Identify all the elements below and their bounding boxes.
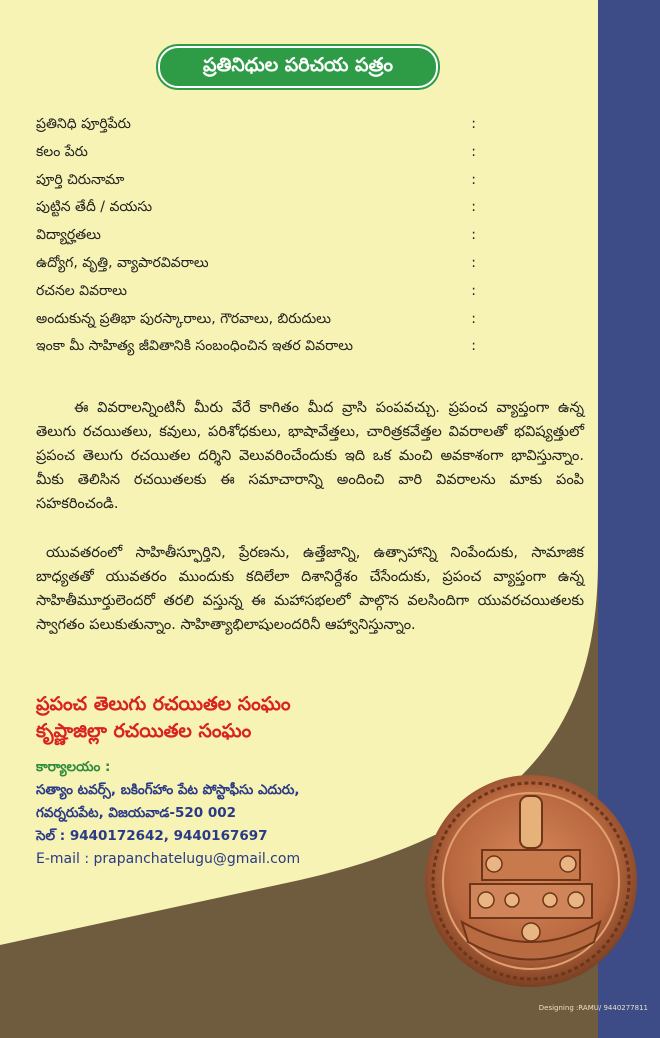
form-fields xyxy=(36,116,476,366)
address-line-1: సత్యాం టవర్స్, బకింగ్‌హాం పేట పోస్టాఫీసు ఎదురు, xyxy=(36,782,300,798)
org-name-1: ప్రపంచ తెలుగు రచయితల సంఘం xyxy=(36,693,291,715)
form-field-colon: : xyxy=(471,338,476,355)
form-field-label: ఉద్యోగ, వృత్తి, వ్యాపారవివరాలు xyxy=(36,254,209,271)
email-address: E-mail : prapanchatelugu@gmail.com xyxy=(36,851,301,867)
form-field-label: రచనల వివరాలు xyxy=(36,282,127,299)
form-field-row xyxy=(36,227,476,255)
sculpture-medallion-icon xyxy=(422,772,640,990)
paragraph-2: యువతరంలో సాహితీస్ఫూర్తిని, ప్రేరణను, ఉత్తేజాన్ని, ఉత్సాహాన్ని నింపేందుకు, సామాజిక బాధ్యతతో యువతరం ముందుకు కదిలేలా దిశానిర్దేశం చేసేందుకు, ప్రపంచ వ్యాప్తంగా ఉన్న సాహితీమూర్తులెందరో తరలి వస్తున్న ఈ మహాసభలలో పాల్గొన వలసిందిగా యువరచయితలకు స్వాగతం పలుకుతున్నాం. సాహిత్యాభిలాషులందరినీ ఆహ్వానిస్తున్నాం. xyxy=(36,545,584,633)
form-field-colon: : xyxy=(471,227,476,244)
address-line-2: గవర్నరుపేట, విజయవాడ-520 002 xyxy=(36,805,237,821)
title-text: ప్రతినిధుల పరిచయ పత్రం xyxy=(203,53,393,76)
form-field-row xyxy=(36,338,476,366)
form-field-label: పుట్టిన తేదీ / వయసు xyxy=(36,199,153,216)
design-credit: Designing :RAMU/ 9440277811 xyxy=(538,1004,648,1012)
form-field-row xyxy=(36,283,476,311)
form-field-label: కలం పేరు xyxy=(36,143,88,160)
form-field-label: ప్రతినిధి పూర్తిపేరు xyxy=(36,116,131,132)
form-field-colon: : xyxy=(471,116,476,132)
form-field-label: పూర్తి చిరునామా xyxy=(36,171,125,188)
form-field-row xyxy=(36,199,476,227)
phone-numbers: సెల్ : 9440172642, 9440167697 xyxy=(36,828,268,844)
form-field-colon: : xyxy=(471,143,476,160)
form-field-colon: : xyxy=(471,310,476,327)
form-field-row xyxy=(36,172,476,200)
form-field-colon: : xyxy=(471,282,476,299)
form-field-label: ఇంకా మీ సాహిత్య జీవితానికి సంబంధించిన ఇతర వివరాలు xyxy=(36,338,353,355)
form-field-row xyxy=(36,255,476,283)
form-field-row xyxy=(36,144,476,172)
office-label: కార్యాలయం : xyxy=(36,759,111,775)
page-title xyxy=(158,46,438,88)
paragraph-1: ఈ వివరాలన్నింటినీ మీరు వేరే కాగితం మీద వ్రాసి పంపవచ్చు. ప్రపంచ వ్యాప్తంగా ఉన్న తెలుగు రచయితలు, కవులు, పరిశోధకులు, భాషావేత్తలు, చారిత్రకవేత్తల వివరాలతో భవిష్యత్తులో ప్రపంచ తెలుగు రచయితల దర్శిని వెలువరించేందుకు ఇది ఒక మంచి అవకాశంగా భావిస్తున్నాం. మీకు తెలిసిన రచయితలకు ఈ సమాచారాన్ని అందించి వారి వివరాలను మాకు పంపి సహకరించండి. xyxy=(36,400,584,512)
form-field-row xyxy=(36,116,476,144)
org-name-2: కృష్ణాజిల్లా రచయితల సంఘం xyxy=(36,720,252,742)
form-field-colon: : xyxy=(471,254,476,271)
form-field-colon: : xyxy=(471,199,476,216)
form-field-label: అందుకున్న ప్రతిభా పురస్కారాలు, గౌరవాలు, బిరుదులు xyxy=(36,310,331,327)
form-field-row xyxy=(36,311,476,339)
form-field-colon: : xyxy=(471,171,476,188)
form-field-label: విద్యార్హతలు xyxy=(36,227,101,244)
